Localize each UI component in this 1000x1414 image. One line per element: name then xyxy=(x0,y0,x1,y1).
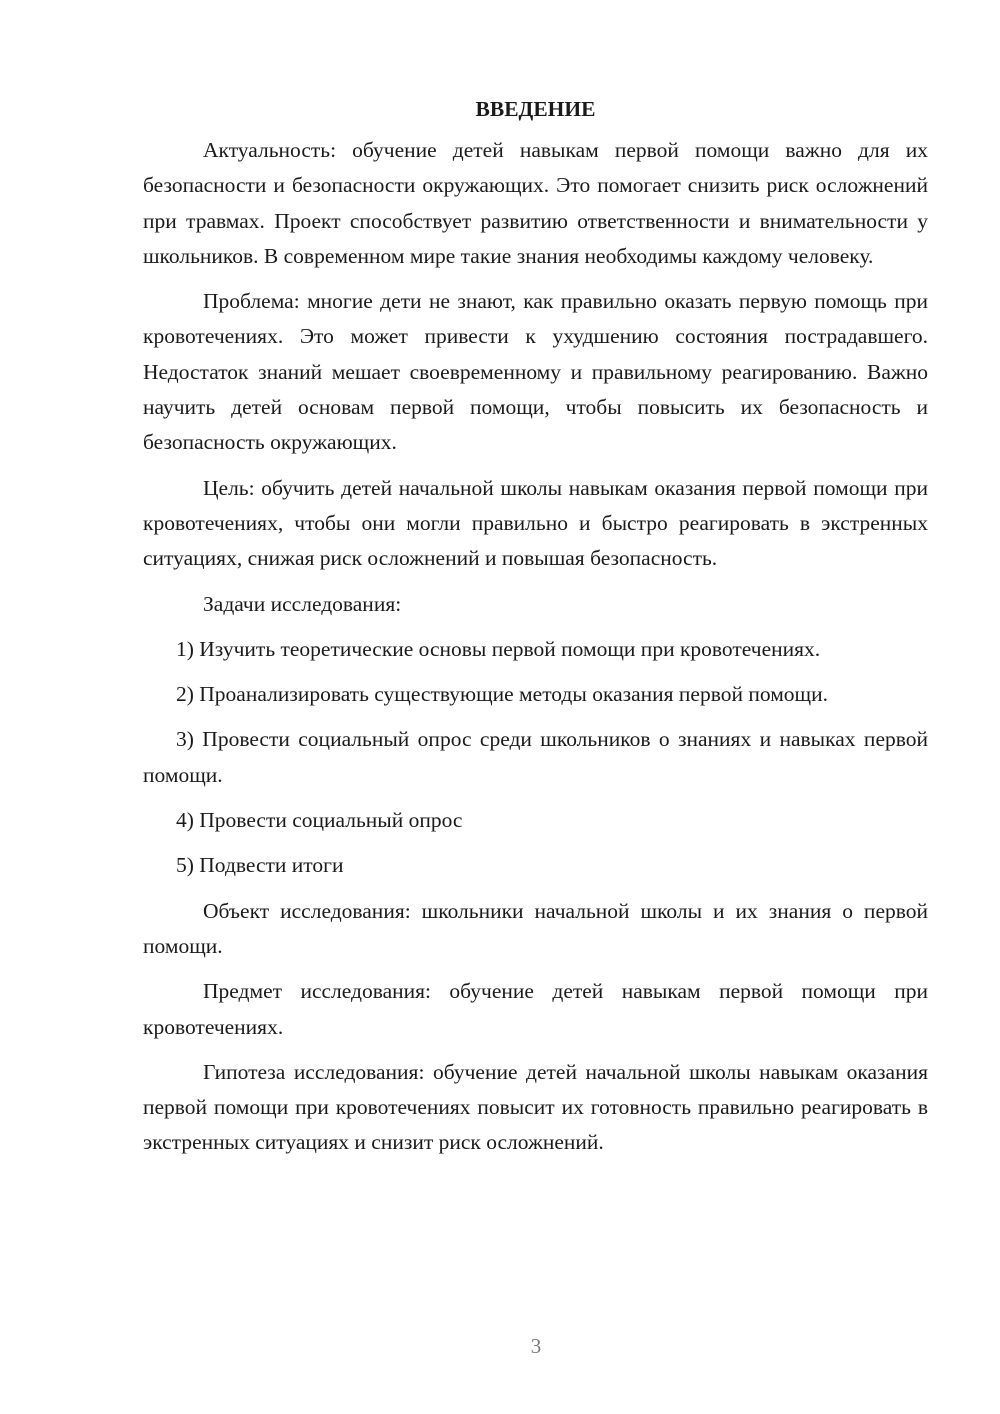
paragraph-problem: Проблема: многие дети не знают, как правильно оказать первую помощь при кровотечениях. Это может привести к ухудшению состояния пострадавшего. Недостаток знаний мешает своевременному и правильному реагированию. Важно научить детей основам первой помощи, чтобы повысить их безопасность и безопасность окружающих. xyxy=(143,289,928,455)
task-item-3: 3) Провести социальный опрос среди школьников о знаниях и навыках первой помощи. xyxy=(143,727,928,787)
task-item-4: 4) Провести социальный опрос xyxy=(176,808,463,833)
paragraph-object: Объект исследования: школьники начальной школы и их знания о первой помощи. xyxy=(143,898,928,958)
paragraph-subject: Предмет исследования: обучение детей навыкам первой помощи при кровотечениях. xyxy=(143,979,928,1039)
tasks-heading: Задачи исследования: xyxy=(203,591,402,616)
paragraph-relevance: Актуальность: обучение детей навыкам первой помощи важно для их безопасности и безопасности окружающих. Это помогает снизить риск осложнений при травмах. Проект способствует развитию ответственности и внимательности у школьников. В современном мире такие знания необходимы каждому человеку. xyxy=(143,138,928,268)
task-item-1: 1) Изучить теоретические основы первой помощи при кровотечениях. xyxy=(176,636,821,661)
page-title: ВВЕДЕНИЕ xyxy=(475,97,596,121)
page-number: 3 xyxy=(530,1334,542,1358)
task-item-2: 2) Проанализировать существующие методы оказания первой помощи. xyxy=(176,682,828,707)
task-item-5: 5) Подвести итоги xyxy=(176,853,344,878)
page-content xyxy=(143,92,928,1171)
paragraph-hypothesis: Гипотеза исследования: обучение детей начальной школы навыкам оказания первой помощи при кровотечениях повысит их готовность правильно реагировать в экстренных ситуациях и снизит риск осложнений. xyxy=(143,1059,928,1155)
paragraph-goal: Цель: обучить детей начальной школы навыкам оказания первой помощи при кровотечениях, чтобы они могли правильно и быстро реагировать в экстренных ситуациях, снижая риск осложнений и повышая безопасность. xyxy=(143,475,928,571)
